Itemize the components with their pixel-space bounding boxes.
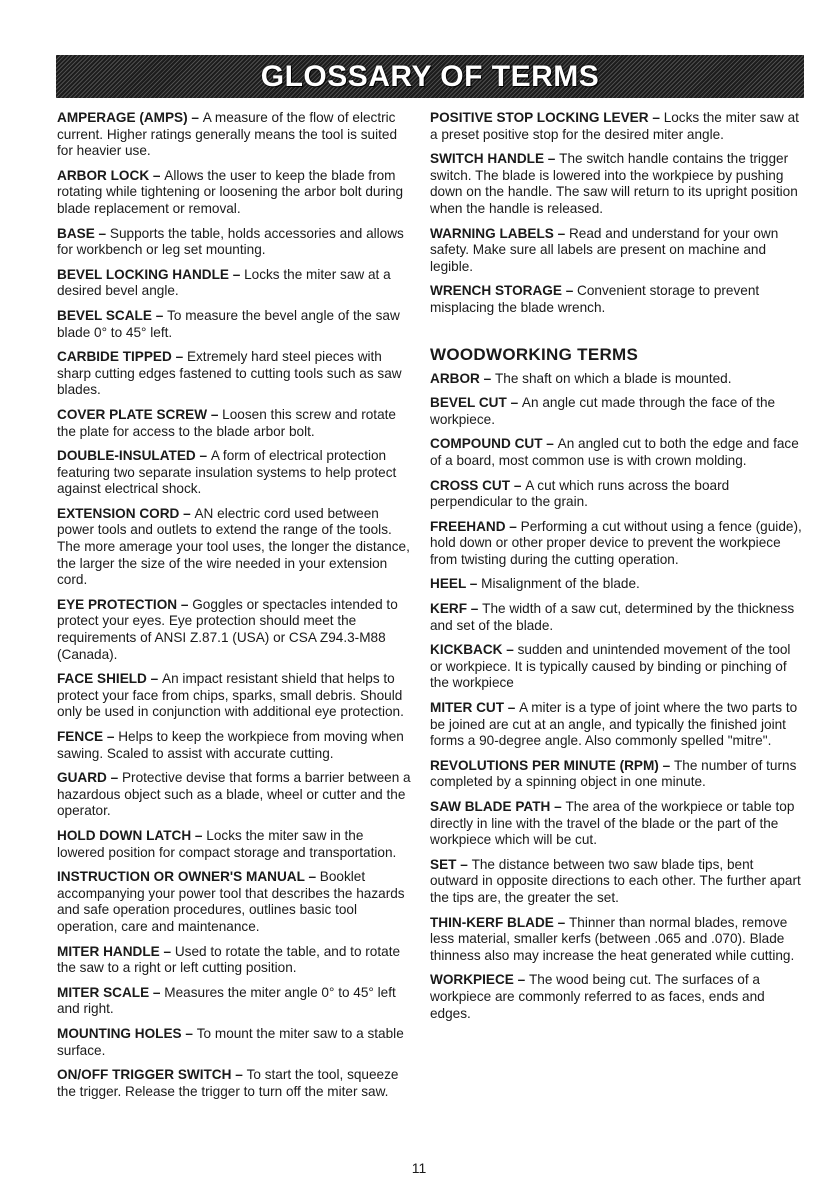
glossary-definition: Goggles or spectacles intended to protect your eyes. Eye protection should meet the requirements of ANSI Z.87.1 (USA) or CSA Z94.3-M88 (Canada). xyxy=(57,596,398,662)
glossary-term: ARBOR xyxy=(430,370,480,386)
glossary-entry-on-off-trigger-switch xyxy=(57,1067,411,1100)
glossary-definition: To measure the bevel angle of the saw blade 0° to 45° left. xyxy=(57,307,400,340)
glossary-definition: Loosen this screw and rotate the plate for access to the blade arbor bolt. xyxy=(57,406,396,439)
glossary-entry-fence xyxy=(57,729,411,762)
glossary-term: BASE xyxy=(57,225,95,241)
term-separator: – xyxy=(195,448,211,464)
term-separator: – xyxy=(171,349,187,365)
term-separator: – xyxy=(513,972,529,988)
glossary-definition: The shaft on which a blade is mounted. xyxy=(494,370,732,386)
glossary-term: KERF xyxy=(430,601,468,617)
glossary-term: HOLD DOWN LATCH xyxy=(57,827,192,843)
glossary-term: WARNING LABELS xyxy=(430,225,554,241)
term-separator: – xyxy=(553,225,569,241)
term-separator: – xyxy=(191,827,207,843)
glossary-term: THIN-KERF BLADE xyxy=(430,914,554,930)
glossary-definition: To start the tool, squeeze the trigger. Release the trigger to turn off the miter saw. xyxy=(57,1067,399,1099)
glossary-term: FREEHAND xyxy=(430,518,506,534)
glossary-entry-heel xyxy=(430,576,802,593)
glossary-definition: Thinner than normal blades, remove less material, smaller kerfs (between .065 and .070). Blade thinness also may increase the heat generated while cutting. xyxy=(430,914,795,963)
glossary-definition: The switch handle contains the trigger switch. The blade is lowered into the workpiece by pushing down on the handle. The saw will return to its upright position when the handle is released. xyxy=(430,151,798,216)
glossary-term: MITER SCALE xyxy=(57,984,150,1000)
glossary-definition: Protective devise that forms a barrier between a hazardous object such as a blade, wheel or cutter and the operator. xyxy=(57,770,411,819)
glossary-entry-kickback xyxy=(430,642,802,692)
glossary-entry-double-insulated xyxy=(57,448,411,498)
term-separator: – xyxy=(456,856,472,872)
glossary-entry-extension-cord xyxy=(57,506,411,589)
glossary-entry-bevel-cut xyxy=(430,395,802,428)
glossary-term: AMPERAGE (AMPS) xyxy=(57,110,188,125)
glossary-definition: AN electric cord used between power tools and outlets to extend the range of the tools. The more amerage your tool uses, the longer the distance, the larger the size of the wire needed in your extension cord. xyxy=(57,505,410,588)
glossary-entry-positive-stop-locking-lever xyxy=(430,110,802,143)
glossary-term: WRENCH STORAGE xyxy=(430,283,562,299)
glossary-entry-bevel-locking-handle xyxy=(57,267,411,300)
term-separator: – xyxy=(231,1067,247,1083)
term-separator: – xyxy=(207,406,223,422)
term-separator: – xyxy=(505,518,521,534)
glossary-definition: A form of electrical protection featuring two separate insulation systems to help protect against electrical shock. xyxy=(57,448,397,497)
glossary-definition: Supports the table, holds accessories and allows for workbench or leg set mounting. xyxy=(57,225,404,258)
term-separator: – xyxy=(504,700,520,716)
general-terms-continued xyxy=(430,110,802,317)
glossary-definition: The number of turns completed by a spinning object in one minute. xyxy=(430,757,797,790)
glossary-entry-eye-protection xyxy=(57,597,411,663)
glossary-entry-cross-cut xyxy=(430,478,802,511)
glossary-term: COMPOUND CUT xyxy=(430,436,543,452)
glossary-term: SWITCH HANDLE xyxy=(430,151,545,167)
glossary-definition: Used to rotate the table, and to rotate the saw to a right or left cutting position. xyxy=(57,943,401,976)
term-separator: – xyxy=(510,477,526,493)
glossary-entry-arbor xyxy=(430,371,802,388)
glossary-entry-mounting-holes xyxy=(57,1026,411,1059)
glossary-term: MITER CUT xyxy=(430,700,505,716)
woodworking-heading: WOODWORKING TERMS xyxy=(430,344,639,364)
glossary-entry-switch-handle xyxy=(430,151,802,217)
glossary-definition: Booklet accompanying your power tool that describes the hazards and safe operation procedures, outlines basic tool operation, care and maintenance. xyxy=(57,869,405,934)
glossary-term: HEEL xyxy=(430,576,467,592)
term-separator: – xyxy=(502,642,518,658)
glossary-entry-arbor-lock xyxy=(57,168,411,218)
glossary-term: BEVEL CUT xyxy=(430,395,507,411)
glossary-term: MOUNTING HOLES xyxy=(57,1025,182,1041)
term-separator: – xyxy=(187,110,203,125)
glossary-entry-miter-handle xyxy=(57,944,411,977)
glossary-definition: A measure of the flow of electric current. Higher ratings generally means the tool is suited for heavier use. xyxy=(57,110,398,159)
glossary-banner xyxy=(56,55,804,98)
term-separator: – xyxy=(106,770,122,786)
glossary-definition: To mount the miter saw to a stable surface. xyxy=(57,1025,404,1058)
glossary-term: MITER HANDLE xyxy=(57,943,160,959)
glossary-entry-saw-blade-path xyxy=(430,799,802,849)
term-separator: – xyxy=(506,395,522,411)
term-separator: – xyxy=(648,110,664,125)
glossary-term: BEVEL LOCKING HANDLE xyxy=(57,266,229,282)
term-separator: – xyxy=(151,307,168,323)
glossary-term: GUARD xyxy=(57,770,107,786)
glossary-definition: Extremely hard steel pieces with sharp cutting edges fastened to cutting tools such as saw blades. xyxy=(57,349,402,398)
glossary-term: FENCE xyxy=(57,729,104,744)
term-separator: – xyxy=(94,225,110,241)
glossary-entry-miter-cut xyxy=(430,700,802,750)
glossary-definition: Performing a cut without using a fence (guide), hold down or other proper device to prevent the workpiece from twisting during the cutting operation. xyxy=(430,518,802,567)
term-separator: – xyxy=(304,869,320,885)
glossary-definition: Locks the miter saw in the lowered position for compact storage and transportation. xyxy=(57,827,397,860)
term-separator: – xyxy=(658,757,674,773)
term-separator: – xyxy=(467,601,483,617)
glossary-entry-guard xyxy=(57,770,411,820)
glossary-entry-hold-down-latch xyxy=(57,828,411,861)
glossary-definition: An angle cut made through the face of the workpiece. xyxy=(430,395,776,427)
glossary-entry-wrench-storage xyxy=(430,283,802,316)
glossary-definition: A cut which runs across the board perpendicular to the grain. xyxy=(430,477,730,510)
glossary-term: INSTRUCTION OR OWNER'S MANUAL xyxy=(57,869,305,885)
glossary-term: COVER PLATE SCREW xyxy=(57,406,208,422)
left-column xyxy=(57,110,411,1108)
glossary-term: FACE SHIELD xyxy=(57,671,147,687)
glossary-entry-freehand xyxy=(430,519,802,569)
term-separator: – xyxy=(103,729,119,744)
term-separator: – xyxy=(550,799,566,814)
glossary-definition: An angled cut to both the edge and face of a board, most common use is with crown molding. xyxy=(430,436,799,468)
glossary-entry-set xyxy=(430,857,802,907)
term-separator: – xyxy=(181,1025,197,1041)
term-separator: – xyxy=(553,914,569,930)
glossary-entry-cover-plate-screw xyxy=(57,407,411,440)
glossary-term: SET xyxy=(430,856,457,872)
glossary-term: EYE PROTECTION xyxy=(57,596,178,612)
glossary-entry-amperage-amps xyxy=(57,110,411,160)
glossary-definition: Measures the miter angle 0° to 45° left and right. xyxy=(57,984,396,1017)
glossary-term: CARBIDE TIPPED xyxy=(57,349,172,365)
glossary-definition: Helps to keep the workpiece from moving when sawing. Scaled to assist with accurate cutting. xyxy=(57,729,404,761)
glossary-term: CROSS CUT xyxy=(430,477,511,493)
term-separator: – xyxy=(179,505,195,521)
glossary-entry-thin-kerf-blade xyxy=(430,915,802,965)
glossary-definition: An impact resistant shield that helps to protect your face from chips, sparks, small debris. Should only be used in conjunction with additional eye protection. xyxy=(57,671,404,720)
glossary-entry-instruction-or-owner-s-manual xyxy=(57,869,411,935)
right-column xyxy=(430,110,802,1030)
glossary-term: ON/OFF TRIGGER SWITCH xyxy=(57,1067,232,1083)
term-separator: – xyxy=(542,436,558,452)
glossary-definition: The width of a saw cut, determined by the thickness and set of the blade. xyxy=(430,601,795,633)
glossary-term: POSITIVE STOP LOCKING LEVER xyxy=(430,110,649,125)
glossary-term: DOUBLE-INSULATED xyxy=(57,448,196,464)
glossary-definition: Read and understand for your own safety. Make sure all labels are present on machine and legible. xyxy=(430,225,779,274)
page-number: 11 xyxy=(411,1160,427,1176)
glossary-entry-miter-scale xyxy=(57,985,411,1018)
glossary-term: KICKBACK xyxy=(430,642,503,658)
glossary-entry-kerf xyxy=(430,601,802,634)
glossary-definition: The wood being cut. The surfaces of a workpiece are commonly referred to as faces, ends and edges. xyxy=(430,972,765,1021)
term-separator: – xyxy=(544,151,560,167)
glossary-term: WORKPIECE xyxy=(430,972,514,988)
glossary-definition: A miter is a type of joint where the two parts to be joined are cut at an angle, and typically the finished joint forms a 90-degree angle. Also commonly spelled "mitre". xyxy=(430,700,798,749)
term-separator: – xyxy=(177,596,193,612)
glossary-term: REVOLUTIONS PER MINUTE (RPM) xyxy=(430,757,659,773)
glossary-definition: Convenient storage to prevent misplacing the blade wrench. xyxy=(430,283,760,315)
term-separator: – xyxy=(561,283,578,299)
glossary-definition: The distance between two saw blade tips, bent outward in opposite directions to each other. The further apart the tips are, the greater the set. xyxy=(430,856,801,905)
glossary-entry-carbide-tipped xyxy=(57,349,411,399)
page-title: GLOSSARY OF TERMS xyxy=(260,59,600,93)
term-separator: – xyxy=(149,984,165,1000)
glossary-entry-face-shield xyxy=(57,671,411,721)
glossary-definition: sudden and unintended movement of the tool or workpiece. It is typically caused by binding or pinching of the workpiece xyxy=(430,642,791,691)
glossary-term: EXTENSION CORD xyxy=(57,505,180,521)
glossary-entry-warning-labels xyxy=(430,226,802,276)
glossary-entry-revolutions-per-minute-rpm xyxy=(430,758,802,791)
glossary-definition: Allows the user to keep the blade from rotating while tightening or loosening the arbor bolt during blade replacement or removal. xyxy=(57,167,404,216)
term-separator: – xyxy=(466,576,482,592)
glossary-definition: The area of the workpiece or table top directly in line with the travel of the blade or the part of the workpiece which will be cut. xyxy=(430,799,795,848)
glossary-definition: Locks the miter saw at a preset positive stop for the desired miter angle. xyxy=(430,110,799,142)
term-separator: – xyxy=(146,671,163,687)
glossary-definition: Locks the miter saw at a desired bevel angle. xyxy=(57,266,391,299)
glossary-term: ARBOR LOCK xyxy=(57,167,150,183)
term-separator: – xyxy=(159,943,175,959)
woodworking-terms-list xyxy=(430,371,802,1023)
glossary-entry-workpiece xyxy=(430,972,802,1022)
glossary-term: SAW BLADE PATH xyxy=(430,799,551,814)
term-separator: – xyxy=(149,167,165,183)
glossary-entry-bevel-scale xyxy=(57,308,411,341)
term-separator: – xyxy=(228,266,245,282)
term-separator: – xyxy=(479,370,495,386)
glossary-term: BEVEL SCALE xyxy=(57,307,152,323)
glossary-definition: Misalignment of the blade. xyxy=(481,576,640,592)
glossary-entry-base xyxy=(57,226,411,259)
glossary-entry-compound-cut xyxy=(430,436,802,469)
